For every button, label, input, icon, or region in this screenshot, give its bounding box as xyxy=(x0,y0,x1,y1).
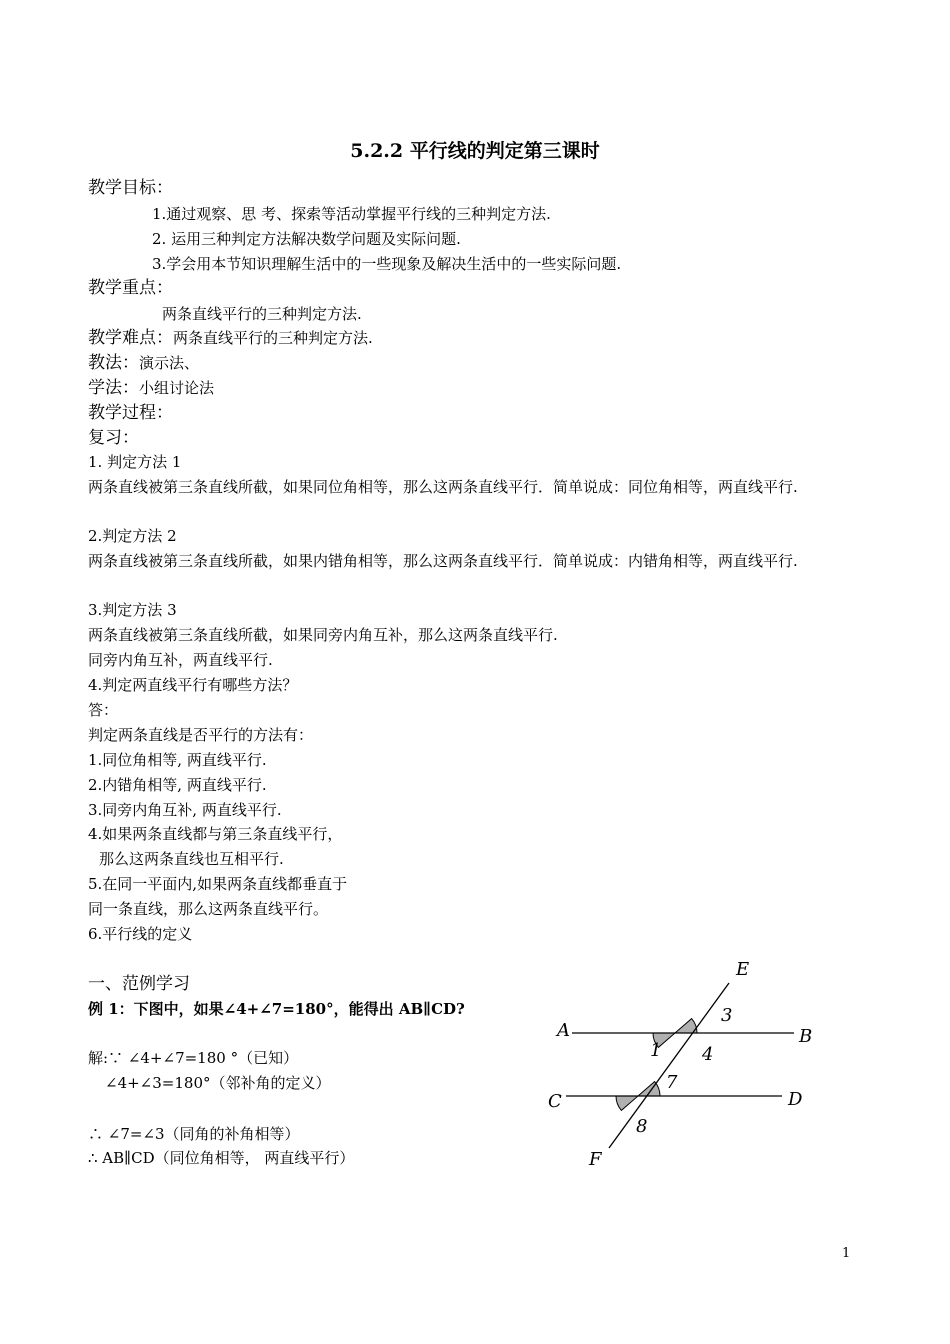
key-point-text: 两条直线平行的三种判定方法. xyxy=(162,305,362,323)
teaching-method-heading: 教法： xyxy=(88,353,139,373)
objective-item-2: 2. 运用三种判定方法解决数学问题及实际问题. xyxy=(152,230,461,248)
point-label-b: B xyxy=(799,1026,813,1047)
example-1-question: 例 1：下图中，如果∠4+∠7=180°，能得出 AB∥CD? xyxy=(88,1000,465,1018)
point-label-f: F xyxy=(589,1149,602,1170)
method-1-text: 两条直线被第三条直线所截，如果同位角相等，那么这两条直线平行．简单说成：同位角相等，两直线平行. xyxy=(88,478,798,496)
method-2-label: 2.判定方法 2 xyxy=(88,527,177,545)
answer-item: 4.如果两条直线都与第三条直线平行， xyxy=(88,825,343,843)
solution-line-2: ∠4+∠3=180°（邻补角的定义） xyxy=(105,1074,331,1092)
line-ef xyxy=(609,983,729,1148)
method-2-text: 两条直线被第三条直线所截，如果内错角相等，那么这两条直线平行．简单说成：内错角相等，两直线平行. xyxy=(88,552,798,570)
learning-method-heading: 学法： xyxy=(88,378,139,398)
point-label-d: D xyxy=(788,1089,803,1110)
solution-line-4: ∴ AB∥CD（同位角相等， 两直线平行） xyxy=(88,1149,355,1167)
point-label-e: E xyxy=(736,959,750,980)
answer-intro: 判定两条直线是否平行的方法有： xyxy=(88,726,314,744)
angle-label-4: 4 xyxy=(702,1044,714,1065)
angle-label-1: 1 xyxy=(650,1040,662,1061)
learning-method-text: 小组讨论法 xyxy=(139,379,215,397)
section-heading: 一、范例学习 xyxy=(88,974,190,994)
difficulty-heading: 教学难点： xyxy=(88,328,173,348)
angle-label-7: 7 xyxy=(666,1072,678,1093)
point-label-c: C xyxy=(548,1091,562,1112)
answer-item: 同一条直线，那么这两条直线平行。 xyxy=(88,900,329,918)
learning-method-line xyxy=(88,376,214,400)
answer-item: 1.同位角相等, 两直线平行. xyxy=(88,751,267,769)
method-3-text: 两条直线被第三条直线所截，如果同旁内角互补，那么这两条直线平行. xyxy=(88,626,558,644)
teaching-method-text: 演示法、 xyxy=(139,354,200,372)
teaching-method-line xyxy=(88,351,199,375)
answer-item: 2.内错角相等, 两直线平行. xyxy=(88,776,267,794)
question: 4.判定两直线平行有哪些方法？ xyxy=(88,676,298,694)
answer-item: 5.在同一平面内,如果两条直线都垂直于 xyxy=(88,875,348,893)
objective-item-1: 1.通过观察、思 考、探索等活动掌握平行线的三种判定方法. xyxy=(152,205,551,223)
review-heading: 复习： xyxy=(88,428,139,448)
difficulty-line xyxy=(88,326,373,350)
answer-item: 3.同旁内角互补, 两直线平行. xyxy=(88,801,282,819)
objective-item-3: 3.学会用本节知识理解生活中的一些现象及解决生活中的一些实际问题. xyxy=(152,255,622,273)
answer-item: 6.平行线的定义 xyxy=(88,925,193,943)
difficulty-text: 两条直线平行的三种判定方法. xyxy=(173,329,373,347)
parallel-lines-figure xyxy=(540,955,840,1175)
solution-line-3: ∴ ∠7=∠3（同角的补角相等） xyxy=(88,1125,300,1143)
process-heading: 教学过程： xyxy=(88,403,173,423)
angle-arc-8 xyxy=(616,1096,638,1110)
key-point-heading: 教学重点： xyxy=(88,278,173,298)
method-1-label: 1. 判定方法 1 xyxy=(88,453,182,471)
angle-label-3: 3 xyxy=(721,1005,733,1026)
point-label-a: A xyxy=(557,1020,570,1041)
page-number: 1 xyxy=(842,1246,851,1261)
method-3-short: 同旁内角互补，两直线平行. xyxy=(88,651,273,669)
answer-item: 那么这两条直线也互相平行. xyxy=(99,850,284,868)
answer-label: 答： xyxy=(88,701,119,719)
solution-line-1: 解:∵ ∠4+∠7=180 °（已知） xyxy=(88,1049,299,1067)
objectives-heading: 教学目标： xyxy=(88,178,173,198)
page-title: 5.2.2 平行线的判定第三课时 xyxy=(350,140,600,162)
angle-label-8: 8 xyxy=(636,1116,648,1137)
method-3-label: 3.判定方法 3 xyxy=(88,601,177,619)
